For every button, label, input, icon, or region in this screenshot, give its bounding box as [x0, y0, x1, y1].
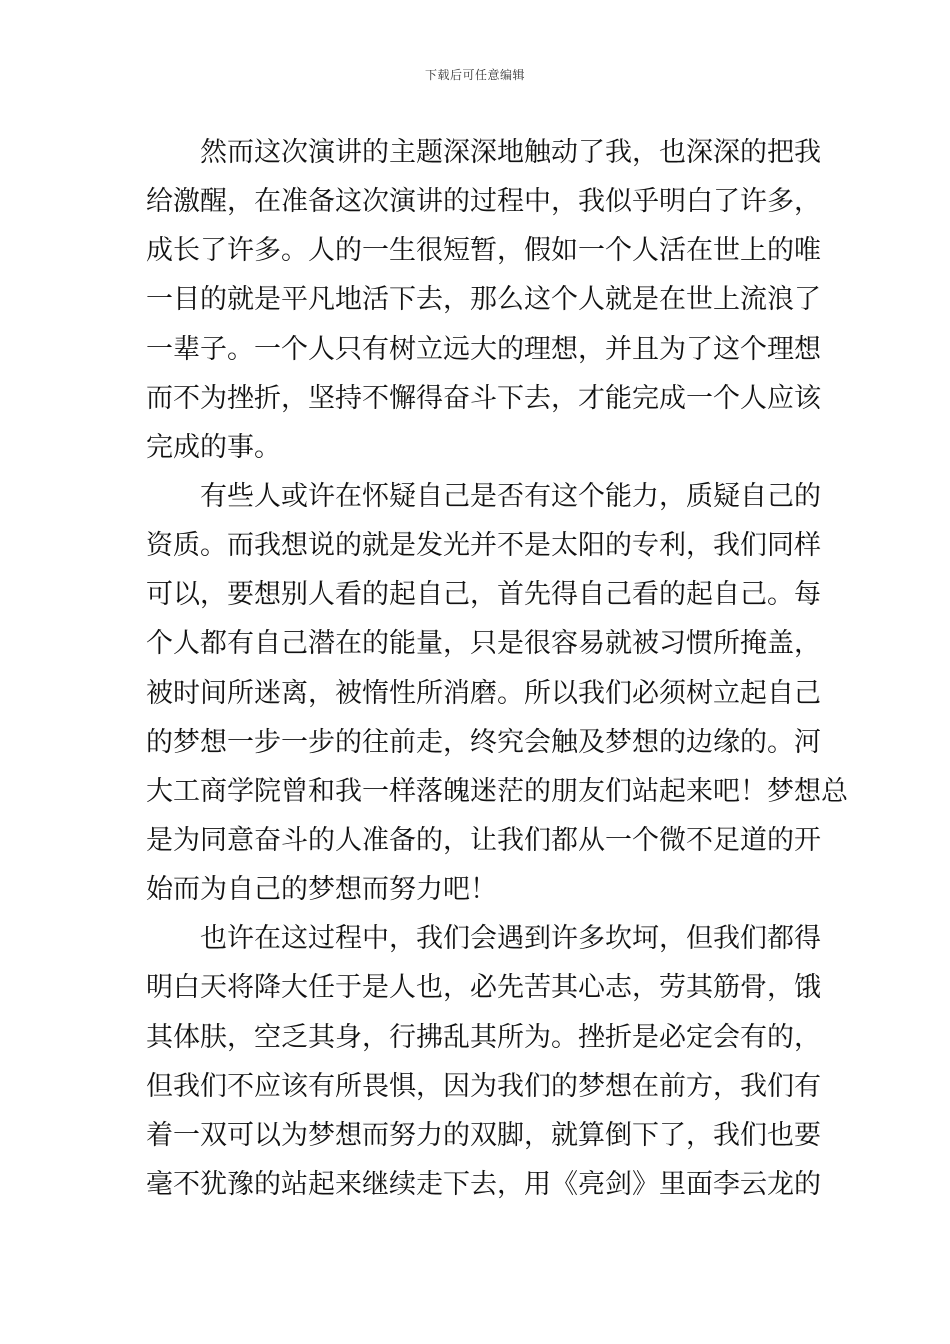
text-line: 大工商学院曾和我一样落魄迷茫的朋友们站起来吧！梦想总 — [146, 775, 848, 807]
text-line: 资质。而我想说的就是发光并不是太阳的专利，我们同样 — [146, 530, 821, 562]
text-line: 而不为挫折，坚持不懈得奋斗下去，才能完成一个人应该 — [146, 382, 821, 414]
text-line: 毫不犹豫的站起来继续走下去，用《亮剑》里面李云龙的 — [146, 1168, 821, 1200]
paragraph-2 — [146, 472, 848, 914]
text-line: 可以，要想别人看的起自己，首先得自己看的起自己。每 — [146, 579, 821, 611]
text-line: 被时间所迷离，被惰性所消磨。所以我们必须树立起自己 — [146, 677, 821, 709]
document-body — [146, 128, 848, 1209]
text-line: 其体肤，空乏其身，行拂乱其所为。挫折是必定会有的， — [146, 1021, 821, 1053]
text-line: 给激醒，在准备这次演讲的过程中，我似乎明白了许多， — [146, 186, 821, 218]
text-line: 也许在这过程中，我们会遇到许多坎坷，但我们都得 — [200, 923, 821, 955]
text-line: 个人都有自己潜在的能量，只是很容易就被习惯所掩盖， — [146, 628, 821, 660]
text-line: 成长了许多。人的一生很短暂，假如一个人活在世上的唯 — [146, 235, 821, 267]
text-line: 完成的事。 — [146, 431, 281, 463]
text-line: 一辈子。一个人只有树立远大的理想，并且为了这个理想 — [146, 333, 821, 365]
text-line: 的梦想一步一步的往前走，终究会触及梦想的边缘的。河 — [146, 726, 821, 758]
text-line: 着一双可以为梦想而努力的双脚，就算倒下了，我们也要 — [146, 1119, 821, 1151]
text-line: 一目的就是平凡地活下去，那么这个人就是在世上流浪了 — [146, 284, 821, 316]
text-line: 是为同意奋斗的人准备的，让我们都从一个微不足道的开 — [146, 824, 821, 856]
text-line: 明白天将降大任于是人也，必先苦其心志，劳其筋骨，饿 — [146, 972, 821, 1004]
text-line: 有些人或许在怀疑自己是否有这个能力，质疑自己的 — [200, 480, 821, 512]
text-line: 始而为自己的梦想而努力吧！ — [146, 874, 497, 906]
paragraph-3 — [146, 914, 821, 1209]
paragraph-1 — [146, 128, 821, 472]
page-header: 下载后可任意编辑 — [424, 68, 525, 82]
text-line: 但我们不应该有所畏惧，因为我们的梦想在前方，我们有 — [146, 1070, 821, 1102]
text-line: 然而这次演讲的主题深深地触动了我，也深深的把我 — [200, 137, 821, 168]
